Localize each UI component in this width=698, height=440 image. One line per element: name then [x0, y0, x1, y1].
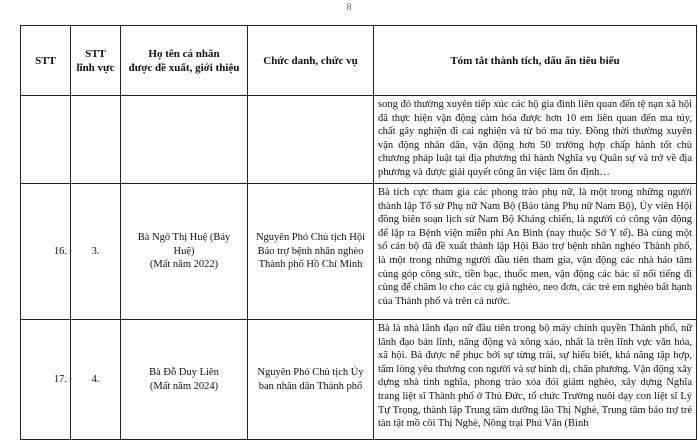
cell-empty [71, 96, 121, 184]
table-row [21, 184, 697, 320]
cell-stt: 16. [21, 184, 71, 320]
cell-name: Bà Đỗ Duy Liên (Mất năm 2024) [121, 320, 248, 440]
header-stt: STT [21, 26, 71, 96]
cell-summary: Bà là nhà lãnh đạo nữ đầu tiên trong bộ máy chính quyền Thành phố, nữ lãnh đạo bản lĩnh, năng động và xông xáo, nhất là trên lĩnh vực văn hóa, xã hội. Bà được nể phục bởi sự từng trải, sự hiểu biết, khả năng tập hợp, tấm lòng yêu thương con người và sự bình dị, chân phương. Vận động xây dựng nhà tình nghĩa, phong trào xóa đói giảm nghèo, xây dựng Nghĩa trang liệt sĩ Thành phố ở Thủ Đức, tổ chức Trường nuôi dạy con liệt sĩ Lý Tự Trọng, thành lập Trung tâm dưỡng lão Thị Nghè, Trung tâm bảo trợ trẻ tàn tật mồ côi Thị Nghè, Nông trại Phú Văn (Bình [374, 320, 697, 440]
cell-empty [248, 96, 374, 184]
header-summary: Tóm tắt thành tích, dấu ấn tiêu biểu [374, 26, 697, 96]
cell-empty [21, 96, 71, 184]
header-name: Họ tên cá nhân được đề xuất, giới thiệu [121, 26, 248, 96]
cell-summary: song đó thường xuyên tiếp xúc các hộ gia đình liên quan đến tệ nạn xã hội đã thực hiện vận động cảm hóa được hơn 10 em liên quan đến ma túy, chất gây nghiện đi cai nghiện và từ bỏ ma túy. Đồng thời thường xuyên vận động nhân dân, vận động hơn 50 trường hợp chấp hành tốt chủ chương pháp luật tại địa phương thi hành Nghĩa vụ Quân sự và trở về địa phương và được giải quyết công ăn việc làm ổn định… [374, 96, 697, 184]
cell-empty [121, 96, 248, 184]
nominee-table [20, 25, 697, 440]
table-row-continuation [21, 96, 697, 184]
cell-summary: Bà tích cực tham gia các phong trào phụ nữ, là một trong những người thành lập Tổ sử Phụ nữ Nam Bộ (Bảo tàng Phụ nữ Nam Bộ), Ủy viên Hội đồng biên soạn lịch sử Nam Bộ Kháng chiến, là người có công vận động để lập ra Bệnh viện miễn phí An Bình (nay thuộc Sở Y tế). Bà cùng một số cán bộ đã đề xuất thành lập Hội Bảo trợ bệnh nhân nghèo Thành phố, là một trong những người đầu tiên tham gia, vận động các nhà hảo tâm cùng góp công sức, tiền bạc, thuốc men, vận động các bác sĩ nổi tiếng đi cùng để chăm lo cho các cụ già nghèo, neo đơn, các trẻ em nghèo bất hạnh của Thành phố và trên cả nước. [374, 184, 697, 320]
table-row [21, 320, 697, 440]
header-position: Chức danh, chức vụ [248, 26, 374, 96]
cell-position: Nguyên Phó Chủ tịch Ủy ban nhân dân Thành phố [248, 320, 374, 440]
table-header-row [21, 26, 697, 96]
cell-stt-linh-vuc: 3. [71, 184, 121, 320]
page-number: 8 [346, 2, 352, 13]
cell-stt-linh-vuc: 4. [71, 320, 121, 440]
cell-stt: 17. [21, 320, 71, 440]
header-stt-linh-vuc: STT lĩnh vực [71, 26, 121, 96]
cell-name: Bà Ngô Thị Huệ (Bảy Huệ) (Mất năm 2022) [121, 184, 248, 320]
cell-position: Nguyên Phó Chủ tịch Hội Bảo trợ bệnh nhân nghèo Thành phố Hồ Chí Minh [248, 184, 374, 320]
